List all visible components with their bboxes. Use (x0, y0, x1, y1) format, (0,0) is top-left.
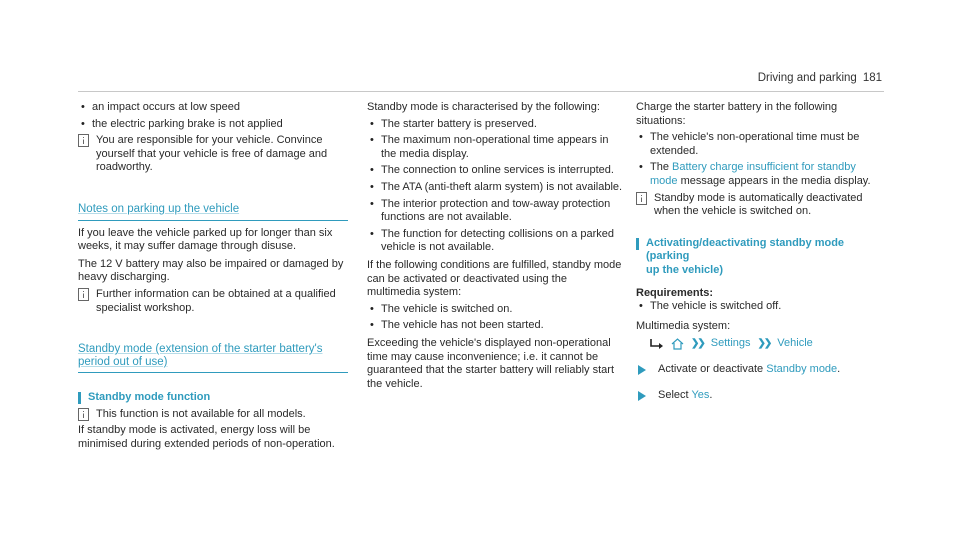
list-item: • The Battery charge insufficient for standby mode message appears in the media display. (636, 161, 886, 188)
section-title-parking-up: Notes on parking up the vehicle (78, 203, 348, 221)
info-note-icon (78, 408, 89, 421)
list-item: • an impact occurs at low speed (78, 101, 348, 115)
chevron-right-icon: ❯❯ (757, 338, 771, 350)
section-title-standby-mode: Standby mode (extension of the starter battery's period out of use) (78, 343, 348, 373)
display-message-battery: Battery charge insufficient for standby mode (650, 161, 856, 187)
paragraph: The 12 V battery may also be impaired or damaged by heavy discharging. (78, 257, 344, 284)
step-arrow-icon (638, 365, 646, 375)
note-responsibility (78, 134, 348, 175)
column-3 (636, 101, 886, 402)
list-item: • The maximum non-operational time appears in the media display. (367, 134, 623, 161)
paragraph: Exceeding the vehicle's displayed non-operational time may cause inconvenience; i.e. it cannot be guaranteed that the starter battery will reliably start the vehicle. (367, 336, 615, 390)
bullet-list-conditions (367, 303, 623, 333)
list-item: • The vehicle has not been started. (367, 319, 623, 333)
menu-vehicle: Vehicle (777, 337, 813, 350)
list-item: • the electric parking brake is not applied (78, 118, 348, 132)
note-text: This function is not available for all models. (96, 407, 306, 420)
list-item: • The vehicle is switched off. (636, 300, 886, 314)
list-item: • The vehicle is switched on. (367, 303, 623, 317)
menu-path (636, 337, 886, 351)
chevron-right-icon: ❯❯ (691, 338, 704, 350)
note-text: Further information can be obtained at a qualified specialist workshop. (96, 287, 336, 314)
info-note-icon (78, 288, 89, 301)
paragraph: If the following conditions are fulfilled, standby mode can be activated or deactivated using the multimedia system: (367, 258, 622, 299)
paragraph: If you leave the vehicle parked up for longer than six weeks, it may suffer damage through disuse. (78, 226, 333, 253)
info-note-icon (78, 134, 89, 147)
requirements-list (636, 300, 886, 314)
bullet-list-standby (367, 118, 623, 255)
list-item: • The ATA (anti-theft alarm system) is not available. (367, 181, 623, 195)
note-text: You are responsible for your vehicle. Convince yourself that your vehicle is free of damage and roadworthy. (96, 134, 328, 174)
page-header (758, 72, 882, 86)
list-item: • The interior protection and tow-away protection functions are not available. (367, 198, 623, 225)
bullet-list-1 (78, 101, 348, 131)
column-2 (367, 101, 623, 391)
subsection-title-standby-function: Standby mode function (78, 391, 348, 405)
header-divider (78, 91, 884, 92)
step-activate: Activate or deactivate Standby mode. (636, 363, 886, 377)
home-icon (671, 338, 684, 350)
list-item: • The starter battery is preserved. (367, 118, 623, 132)
paragraph: Charge the starter battery in the following situations: (636, 101, 838, 127)
subsection-title-activate-standby: Activating/deactivating standby mode (parking up the vehicle) (636, 237, 886, 278)
note-availability (78, 408, 348, 422)
bullet-list-charge (636, 131, 886, 188)
paragraph: Standby mode is characterised by the following: (367, 101, 600, 113)
note-text: Standby mode is automatically deactivated when the vehicle is switched on. (654, 191, 863, 218)
subsection-marker (78, 392, 81, 404)
list-item: • The function for detecting collisions on a parked vehicle is not available. (367, 228, 623, 255)
menu-settings: Settings (710, 337, 751, 350)
note-auto-deactivate (636, 192, 886, 219)
step-select: Select Yes. (636, 389, 886, 403)
list-item: • The connection to online services is interrupted. (367, 164, 623, 178)
subsection-marker (636, 238, 639, 250)
step-arrow-icon (638, 391, 646, 401)
return-arrow-icon (650, 339, 664, 350)
requirements-label: Requirements: (636, 286, 714, 299)
menu-yes: Yes (691, 388, 710, 401)
paragraph: If standby mode is activated, energy loss will be minimised during extended periods of non-operation. (78, 424, 335, 450)
column-1 (78, 101, 348, 452)
list-item: • The vehicle's non-operational time must be extended. (636, 131, 886, 158)
header-title: Driving and parking (757, 72, 857, 84)
multimedia-label: Multimedia system: (636, 319, 731, 332)
info-note-icon (636, 192, 647, 205)
page-number: 181 (862, 72, 882, 84)
note-workshop (78, 288, 348, 315)
menu-standby-mode: Standby mode (766, 362, 838, 375)
